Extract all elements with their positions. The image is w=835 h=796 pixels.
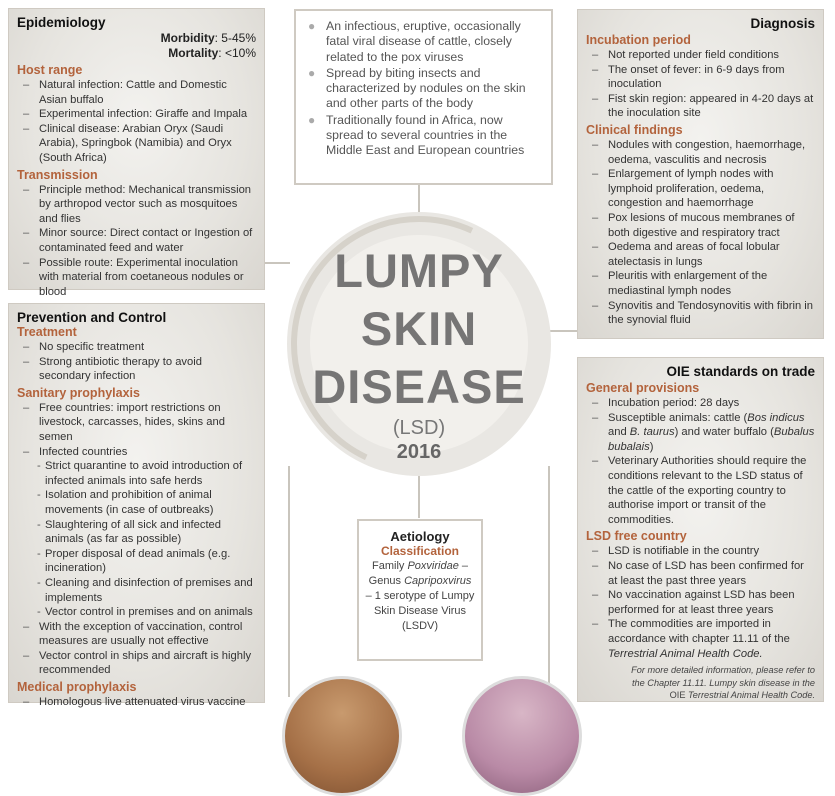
title-skin: SKIN	[360, 302, 478, 355]
serotype-text: – 1 serotype of Lumpy Skin Disease Virus (LSDV)	[365, 590, 475, 632]
intro-item	[304, 66, 543, 112]
genus-label: Genus	[368, 575, 405, 587]
list-item: – LSD is notifiable in the country	[586, 544, 815, 559]
species-bubalus: Bubalus bubalais	[608, 426, 815, 453]
morbidity-row	[17, 31, 256, 46]
list-item: - Vector control in premises and on animals	[17, 605, 256, 620]
treatment-list	[17, 340, 256, 384]
prevention-panel	[8, 303, 265, 709]
reference-note	[586, 664, 815, 702]
list-item: – Not reported under field conditions	[586, 48, 815, 63]
mortality-row	[17, 46, 256, 61]
intro-list	[304, 19, 543, 159]
commodities-text: The commodities are imported in accordance with chapter 11.11 of the	[608, 618, 790, 645]
list-item: – Pleuritis with enlargement of the mediastinal lymph nodes	[586, 269, 815, 298]
aetiology-title: Aetiology	[390, 529, 450, 544]
transmission-list	[17, 183, 256, 300]
list-item: – Natural infection: Cattle and Domestic Asian buffalo	[17, 78, 256, 107]
list-item: – Possible route: Experimental inoculation with material from coetaneous nodules or blood	[17, 256, 256, 300]
list-item: – With the exception of vaccination, control measures are usually not effective	[17, 620, 256, 649]
list-item: – Vector control in ships and aircraft is highly recommended	[17, 649, 256, 678]
list-item: – Veterinary Authorities should require the conditions relevant to the LSD status of the cattle of the exporting country to authorise import or transit of the commodities.	[586, 454, 815, 527]
list-item: – Fist skin region: appeared in 4-20 days at the inoculation site	[586, 92, 815, 121]
list-item: - Isolation and prohibition of animal movements (in case of outbreaks)	[17, 488, 256, 517]
susceptible-text: and	[608, 426, 630, 439]
medical-title: Medical prophylaxis	[17, 680, 137, 695]
list-item: – No specific treatment	[17, 340, 256, 355]
list-item: – Homologous live attenuated virus vaccine	[17, 695, 256, 710]
lesion-photo-right	[462, 676, 582, 796]
connector-line-bottom	[418, 474, 420, 518]
control-list	[17, 620, 256, 678]
list-item: – No case of LSD has been confirmed for at least the past three years	[586, 559, 815, 588]
bullet-icon: ●	[308, 19, 316, 33]
list-item: – Clinical disease: Arabian Oryx (Saudi Arabia), Springbok (Namibia) and Oryx (South Africa)	[17, 122, 256, 166]
treatment-title: Treatment	[17, 325, 77, 339]
title-disease: DISEASE	[312, 360, 526, 413]
infected-countries-list	[17, 459, 256, 620]
list-item: – Minor source: Direct contact or Ingestion of contaminated feed and water	[17, 226, 256, 255]
reference-note-line	[586, 689, 815, 702]
list-item: – Nodules with congestion, haemorrhage, oedema, vasculitis and necrosis	[586, 138, 815, 167]
incubation-title: Incubation period	[586, 33, 691, 47]
reference-note-line: For more detailed information, please refer to	[631, 665, 815, 676]
title-abbreviation: (LSD)	[392, 417, 446, 439]
morbidity-value: : 5-45%	[214, 31, 256, 45]
intro-item-text: Traditionally found in Africa, now spread to several countries in the Middle East and European countries	[326, 112, 525, 158]
list-item: – Enlargement of lymph nodes with lymphoid proliferation, oedema, congestion and haemorrhage	[586, 167, 815, 211]
transmission-title: Transmission	[17, 167, 98, 182]
list-item: – Experimental infection: Giraffe and Impala	[17, 107, 256, 122]
intro-item-text: An infectious, eruptive, occasionally fatal viral disease of cattle, closely related to the pox viruses	[326, 19, 521, 64]
connector-line-right	[548, 330, 578, 332]
list-item	[586, 411, 815, 455]
classification-title: Classification	[380, 544, 460, 558]
diagnosis-panel	[577, 9, 824, 339]
connector-line-left-vertical	[288, 466, 290, 697]
sanitary-list	[17, 401, 256, 459]
prevention-title: Prevention and Control	[17, 310, 167, 325]
list-item: – Pox lesions of mucous membranes of both digestive and respiratory tract	[586, 211, 815, 240]
list-item: – Incubation period: 28 days	[586, 396, 815, 411]
list-item	[586, 617, 815, 661]
lesion-photo-left	[282, 676, 402, 796]
oie-panel	[577, 357, 824, 702]
list-item: – Oedema and areas of focal lobular atelectasis in lungs	[586, 240, 815, 269]
epidemiology-panel	[8, 8, 265, 298]
title-lumpy: LUMPY	[334, 244, 504, 297]
incubation-list	[586, 48, 815, 121]
host-range-title: Host range	[17, 63, 83, 77]
diagnosis-title: Diagnosis	[750, 16, 815, 31]
list-item: – The onset of fever: in 6-9 days from inoculation	[586, 63, 815, 92]
species-b-taurus: B. taurus	[629, 426, 675, 439]
susceptible-text: ) and water buffalo (	[674, 426, 774, 439]
list-item: - Proper disposal of dead animals (e.g. incineration)	[17, 547, 256, 576]
susceptible-text: Susceptible animals: cattle (	[608, 411, 748, 424]
intro-item	[304, 113, 543, 159]
sanitary-title: Sanitary prophylaxis	[17, 385, 140, 400]
infected-countries-label: Infected countries	[39, 445, 128, 458]
epidemiology-title: Epidemiology	[17, 15, 106, 30]
mortality-label: Mortality	[168, 46, 219, 60]
list-item: – Synovitis and Tendosynovitis with fibrin in the synovial fluid	[586, 299, 815, 328]
susceptible-text: )	[649, 440, 654, 453]
reference-note-code: Terrestrial Animal Health Code.	[688, 690, 815, 701]
list-item: – Free countries: import restrictions on livestock, carcasses, hides, skins and semen	[17, 401, 256, 445]
intro-item-text: Spread by biting insects and characterized by nodules on the skin and other parts of the body	[326, 65, 526, 111]
bullet-icon: ●	[308, 112, 316, 127]
classification-text: Family Poxviridae – Genus Capripoxvirus – 1 serotype of Lumpy Skin Disease Virus (LSDV)	[365, 560, 475, 632]
bullet-icon: ●	[308, 65, 316, 80]
host-range-list	[17, 78, 256, 166]
lsd-free-title: LSD free country	[586, 529, 687, 544]
medical-list	[17, 695, 256, 710]
oie-title: OIE standards on trade	[666, 364, 815, 379]
genus-name: Capripoxvirus	[404, 575, 472, 587]
general-provisions-title: General provisions	[586, 381, 700, 395]
family-label: Family	[372, 560, 408, 572]
list-item: – No vaccination against LSD has been performed for at least three years	[586, 588, 815, 617]
title-year: 2016	[396, 441, 442, 463]
lsd-free-list	[586, 544, 815, 661]
list-item: – Strong antibiotic therapy to avoid secondary infection	[17, 355, 256, 384]
clinical-findings-title: Clinical findings	[586, 122, 683, 137]
reference-note-oie: OIE	[669, 690, 689, 701]
clinical-findings-list	[586, 138, 815, 328]
list-item: - Cleaning and disinfection of premises and implements	[17, 576, 256, 605]
mortality-value: : <10%	[218, 46, 256, 60]
list-item: - Strict quarantine to avoid introduction of infected animals into safe herds	[17, 459, 256, 488]
connector-line-top	[418, 185, 420, 215]
list-item	[17, 445, 256, 460]
family-name: Poxviridae	[407, 560, 459, 572]
reference-note-line: the Chapter 11.11. Lumpy skin disease in the	[631, 677, 815, 688]
connector-line-right-vertical	[548, 466, 550, 697]
list-item: – Principle method: Mechanical transmission by arthropod vector such as mosquitoes and flies	[17, 183, 256, 227]
intro-box	[294, 9, 553, 185]
aetiology-box	[357, 519, 483, 661]
morbidity-label: Morbidity	[160, 31, 215, 45]
intro-item	[304, 19, 543, 65]
commodities-code: Terrestrial Animal Health Code.	[608, 647, 763, 660]
species-bos-indicus: Bos indicus	[747, 411, 805, 424]
list-item: - Slaughtering of all sick and infected animals (as far as possible)	[17, 518, 256, 547]
general-provisions-list	[586, 396, 815, 527]
